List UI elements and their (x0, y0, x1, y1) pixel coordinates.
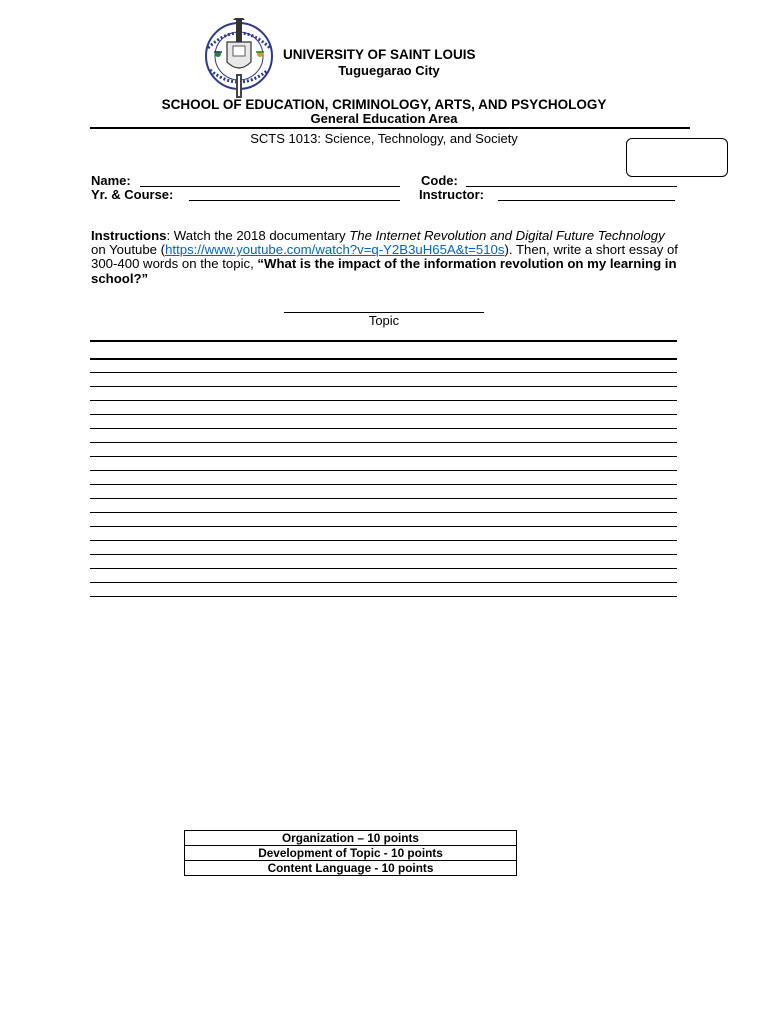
topic-label: Topic (368, 313, 400, 328)
instructions-text-3: ). Then, write a short essay of 300-400 words on the topic, (91, 242, 678, 272)
essay-line[interactable] (90, 428, 677, 429)
essay-line[interactable] (90, 512, 677, 513)
essay-line[interactable] (90, 386, 677, 387)
header-divider (90, 127, 690, 129)
documentary-title: The Internet Revolution and Digital Future Technology (349, 228, 665, 243)
education-area: General Education Area (310, 111, 458, 126)
code-field[interactable] (466, 186, 677, 187)
rubric-item: Content Language - 10 points (185, 861, 517, 876)
university-seal-icon (200, 18, 278, 100)
essay-line[interactable] (90, 442, 677, 443)
rubric-item: Development of Topic - 10 points (185, 846, 517, 861)
yr-course-field[interactable] (189, 200, 400, 201)
instructions-text-1: : Watch the 2018 documentary (166, 228, 350, 243)
youtube-link[interactable]: https://www.youtube.com/watch?v=q-Y2B3uH65A&t=510s (165, 242, 505, 258)
essay-line[interactable] (90, 372, 677, 373)
essay-line[interactable] (90, 414, 677, 415)
course-title: SCTS 1013: Science, Technology, and Society (250, 131, 518, 146)
essay-line[interactable] (90, 400, 677, 401)
essay-line[interactable] (90, 554, 677, 555)
instructions-text-2: on Youtube ( (91, 242, 166, 258)
instructions-label: Instructions (91, 228, 167, 243)
rubric-row (185, 861, 517, 876)
essay-line[interactable] (90, 526, 677, 527)
score-box[interactable] (626, 138, 728, 177)
essay-line[interactable] (90, 582, 677, 583)
essay-line[interactable] (90, 568, 677, 569)
essay-line[interactable] (90, 498, 677, 499)
name-field[interactable] (140, 186, 400, 187)
essay-line[interactable] (90, 340, 677, 342)
rubric-item: Organization – 10 points (185, 831, 517, 846)
school-name: SCHOOL OF EDUCATION, CRIMINOLOGY, ARTS, AND PSYCHOLOGY (161, 97, 607, 112)
instructions-paragraph (91, 229, 681, 286)
instructor-label: Instructor: (419, 187, 484, 202)
name-label: Name: (91, 173, 131, 188)
rubric-row (185, 846, 517, 861)
essay-line[interactable] (90, 540, 677, 541)
rubric-table (184, 830, 517, 876)
university-name: UNIVERSITY OF SAINT LOUIS (283, 47, 476, 62)
essay-line[interactable] (90, 456, 677, 457)
essay-line[interactable] (90, 596, 677, 597)
essay-line[interactable] (90, 484, 677, 485)
essay-line[interactable] (90, 470, 677, 471)
essay-question: “What is the impact of the information revolution on my learning in school?” (91, 256, 677, 286)
university-city: Tuguegarao City (338, 63, 440, 78)
essay-line[interactable] (90, 358, 677, 360)
instructor-field[interactable] (498, 200, 675, 201)
code-label: Code: (421, 173, 458, 188)
rubric-row (185, 831, 517, 846)
yr-course-label: Yr. & Course: (91, 187, 174, 202)
